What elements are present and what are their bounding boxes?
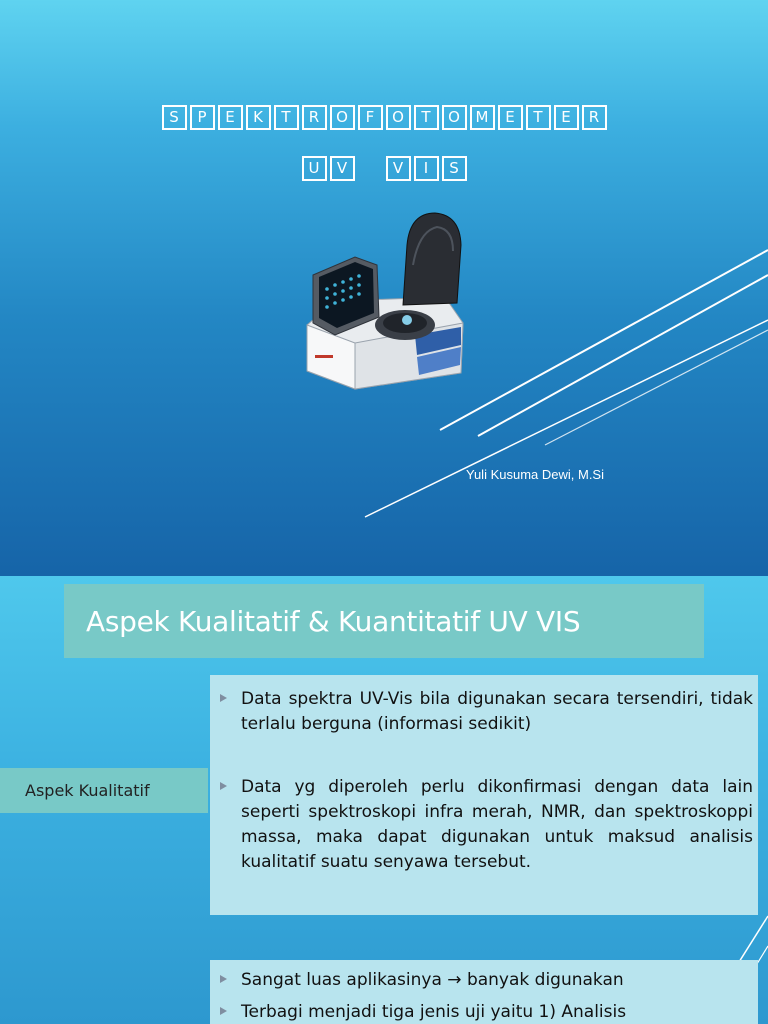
title-letter: R (302, 105, 327, 130)
title-letter: M (470, 105, 495, 130)
bullet-arrow-icon (220, 782, 227, 790)
title-letter: I (414, 156, 439, 181)
title-letter: V (386, 156, 411, 181)
title-space (358, 156, 383, 181)
bullet-arrow-icon (220, 1007, 227, 1015)
slide-title-bar (64, 584, 704, 658)
bullet-arrow-icon (220, 694, 227, 702)
title-line-1 (0, 105, 768, 130)
title-letter: E (218, 105, 243, 130)
title-letter: O (330, 105, 355, 130)
content-slide (0, 576, 768, 1024)
author-name: Yuli Kusuma Dewi, M.Si (466, 467, 604, 482)
title-letter: S (162, 105, 187, 130)
title-letter: O (442, 105, 467, 130)
list-item (220, 968, 753, 993)
title-letter: O (386, 105, 411, 130)
bullet-text: Sangat luas aplikasinya → banyak digunakan (241, 970, 624, 990)
section-label (0, 768, 208, 813)
title-letter: T (274, 105, 299, 130)
title-letter: K (246, 105, 271, 130)
bullet-text: Data spektra UV-Vis bila digunakan secara tersendiri, tidak terlalu berguna (informasi sedikit) (241, 689, 753, 734)
bullet-arrow-icon (220, 975, 227, 983)
slide-title: Aspek Kualitatif & Kuantitatif UV VIS (86, 604, 581, 638)
title-line-2 (0, 156, 768, 181)
spectrophotometer-image (295, 205, 475, 395)
list-item (220, 775, 753, 875)
title-letter: E (498, 105, 523, 130)
bullet-text: Data yg diperoleh perlu dikonfirmasi dengan data lain seperti spektroskopi infra merah, NMR, dan spektroskoppi massa, maka dapat digunakan untuk maksud analisis kualitatif suatu senyawa tersebut. (241, 777, 753, 872)
title-letter: F (358, 105, 383, 130)
list-item (220, 687, 753, 737)
bullet-text: Terbagi menjadi tiga jenis uji yaitu 1) Analisis (241, 1002, 627, 1022)
title-letter: T (414, 105, 439, 130)
section-label-text: Aspek Kualitatif (25, 781, 150, 800)
list-item (220, 1000, 753, 1024)
title-letter: R (582, 105, 607, 130)
bullet-list-2 (210, 960, 758, 1024)
title-letter: U (302, 156, 327, 181)
title-letter: P (190, 105, 215, 130)
title-letter: T (526, 105, 551, 130)
title-letter: E (554, 105, 579, 130)
title-letter: V (330, 156, 355, 181)
title-letter: S (442, 156, 467, 181)
bullet-list (210, 675, 758, 915)
